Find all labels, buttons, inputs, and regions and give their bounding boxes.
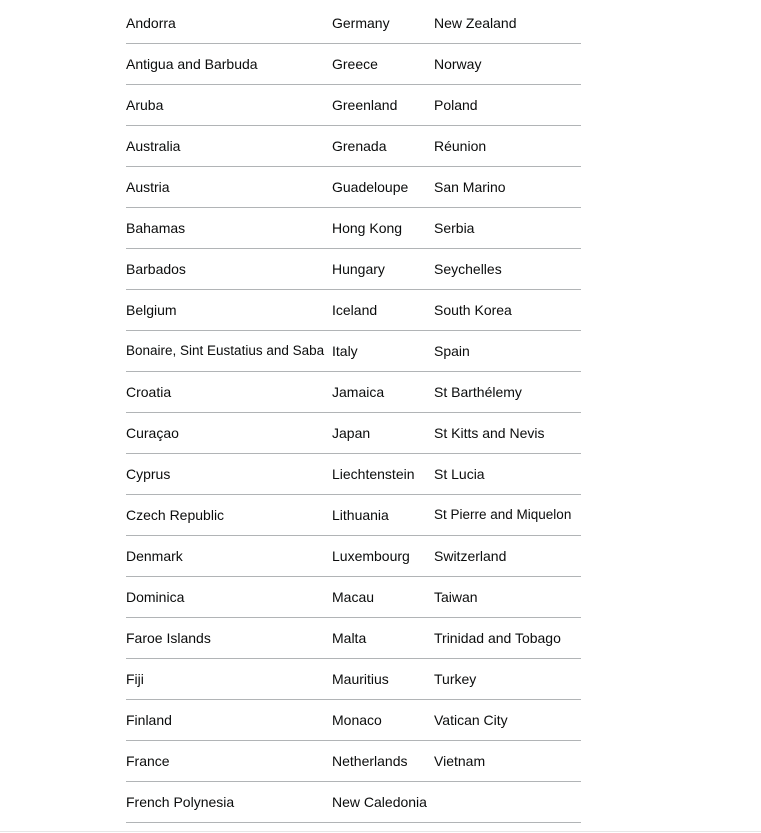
country-cell: Hong Kong: [332, 208, 434, 249]
country-cell: St Pierre and Miquelon: [434, 495, 581, 536]
table-row: [126, 167, 581, 208]
country-cell: Macau: [332, 577, 434, 618]
country-cell: Norway: [434, 44, 581, 85]
table-row: [126, 700, 581, 741]
country-cell: St Lucia: [434, 454, 581, 495]
country-cell: Spain: [434, 331, 581, 372]
country-cell: Vietnam: [434, 741, 581, 782]
country-cell: Hungary: [332, 249, 434, 290]
country-cell: Iceland: [332, 290, 434, 331]
table-row: [126, 741, 581, 782]
table-row: [126, 782, 581, 823]
country-cell: Seychelles: [434, 249, 581, 290]
table-row: [126, 495, 581, 536]
country-cell: Netherlands: [332, 741, 434, 782]
country-cell: Finland: [126, 700, 332, 741]
country-cell: Dominica: [126, 577, 332, 618]
country-cell: Jamaica: [332, 372, 434, 413]
country-cell: Taiwan: [434, 577, 581, 618]
country-cell: St Kitts and Nevis: [434, 413, 581, 454]
country-cell: Germany: [332, 3, 434, 44]
table-row: [126, 208, 581, 249]
country-cell: Réunion: [434, 126, 581, 167]
table-row: [126, 3, 581, 44]
country-cell: Monaco: [332, 700, 434, 741]
page-bottom-divider: [0, 831, 761, 832]
country-cell: Turkey: [434, 659, 581, 700]
country-cell: Antigua and Barbuda: [126, 44, 332, 85]
country-cell: Serbia: [434, 208, 581, 249]
country-cell: Grenada: [332, 126, 434, 167]
country-cell: Greece: [332, 44, 434, 85]
country-cell: Belgium: [126, 290, 332, 331]
country-cell: France: [126, 741, 332, 782]
country-cell: Barbados: [126, 249, 332, 290]
table-row: [126, 659, 581, 700]
country-cell: Aruba: [126, 85, 332, 126]
country-cell: Switzerland: [434, 536, 581, 577]
country-cell: Guadeloupe: [332, 167, 434, 208]
country-cell: Faroe Islands: [126, 618, 332, 659]
country-list-table: [126, 3, 581, 823]
country-cell: Trinidad and Tobago: [434, 618, 581, 659]
country-cell: Bonaire, Sint Eustatius and Saba: [126, 331, 332, 372]
table-row: [126, 577, 581, 618]
country-cell: Japan: [332, 413, 434, 454]
country-cell: Italy: [332, 331, 434, 372]
country-cell: Mauritius: [332, 659, 434, 700]
country-cell: Czech Republic: [126, 495, 332, 536]
country-cell: Denmark: [126, 536, 332, 577]
country-cell: San Marino: [434, 167, 581, 208]
country-cell: Bahamas: [126, 208, 332, 249]
country-cell: Poland: [434, 85, 581, 126]
table-row: [126, 249, 581, 290]
country-cell: Liechtenstein: [332, 454, 434, 495]
country-cell: Australia: [126, 126, 332, 167]
table-row: [126, 372, 581, 413]
country-cell: Malta: [332, 618, 434, 659]
country-cell: Fiji: [126, 659, 332, 700]
country-cell: Andorra: [126, 3, 332, 44]
country-cell: Vatican City: [434, 700, 581, 741]
table-row: [126, 536, 581, 577]
table-row: [126, 290, 581, 331]
country-cell: [434, 782, 581, 823]
table-row: [126, 85, 581, 126]
country-cell: South Korea: [434, 290, 581, 331]
country-cell: Curaçao: [126, 413, 332, 454]
country-cell: St Barthélemy: [434, 372, 581, 413]
country-list-body: [126, 3, 581, 823]
country-cell: New Zealand: [434, 3, 581, 44]
country-cell: French Polynesia: [126, 782, 332, 823]
table-row: [126, 44, 581, 85]
country-cell: New Caledonia: [332, 782, 434, 823]
table-row: [126, 618, 581, 659]
table-row: [126, 413, 581, 454]
country-cell: Luxembourg: [332, 536, 434, 577]
table-row: [126, 126, 581, 167]
country-cell: Greenland: [332, 85, 434, 126]
country-cell: Lithuania: [332, 495, 434, 536]
country-cell: Cyprus: [126, 454, 332, 495]
country-cell: Austria: [126, 167, 332, 208]
country-cell: Croatia: [126, 372, 332, 413]
table-row: [126, 454, 581, 495]
table-row: [126, 331, 581, 372]
